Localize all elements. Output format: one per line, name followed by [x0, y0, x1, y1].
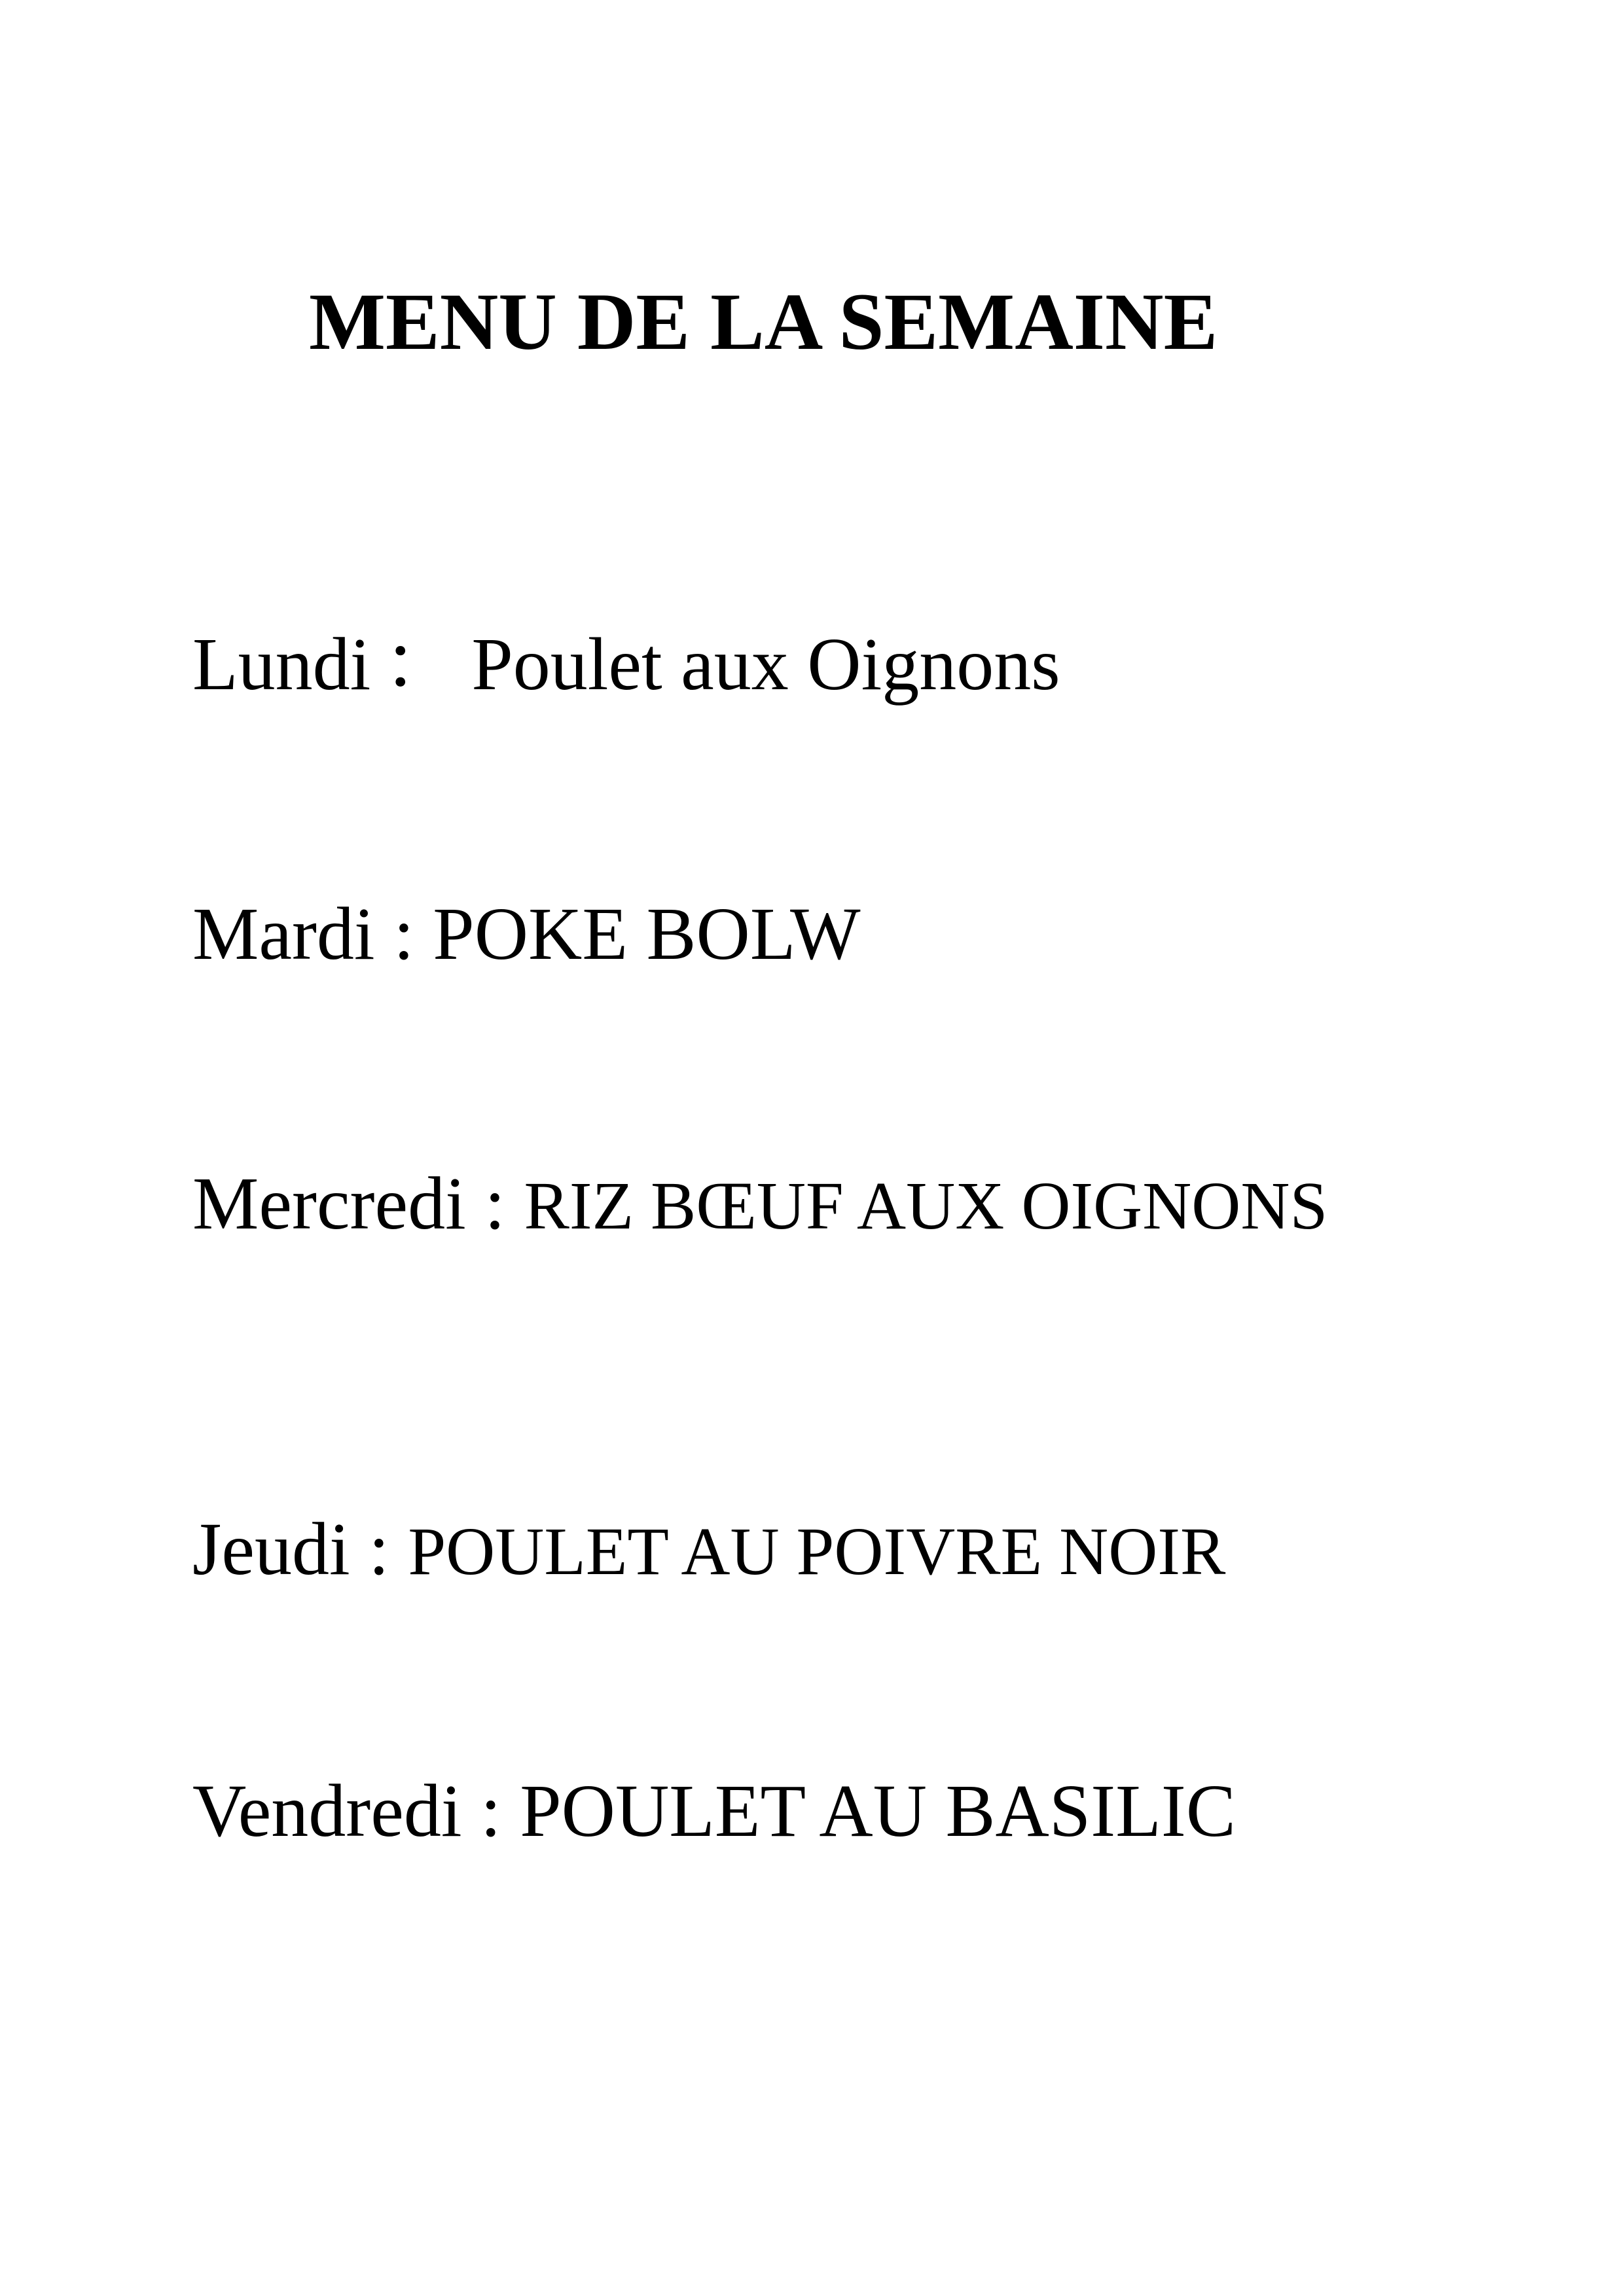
- separator: ：: [382, 620, 460, 706]
- separator: :: [350, 1507, 408, 1590]
- separator: :: [461, 1769, 520, 1852]
- dish-name: Poulet aux Oignons: [471, 622, 1060, 706]
- dish-name: RIZ BŒUF AUX OIGNONS: [524, 1168, 1328, 1244]
- dish-name: POULET AU BASILIC: [520, 1769, 1236, 1852]
- day-label: Vendredi: [192, 1769, 462, 1852]
- day-label: Lundi: [192, 622, 371, 706]
- day-label: Mercredi: [192, 1162, 466, 1245]
- menu-item-vendredi: [192, 1769, 1236, 1852]
- separator: :: [374, 892, 433, 975]
- day-label: Jeudi: [192, 1507, 350, 1590]
- menu-item-jeudi: [192, 1507, 1226, 1590]
- separator: :: [465, 1162, 524, 1245]
- dish-name: POULET AU POIVRE NOIR: [408, 1514, 1226, 1589]
- menu-item-mercredi: [192, 1162, 1328, 1245]
- menu-item-mardi: [192, 892, 861, 975]
- page-title: MENU DE LA SEMAINE: [309, 277, 1218, 367]
- dish-name: POKE BOLW: [433, 892, 861, 975]
- day-label: Mardi: [192, 892, 375, 975]
- menu-item-lundi: [192, 620, 1060, 706]
